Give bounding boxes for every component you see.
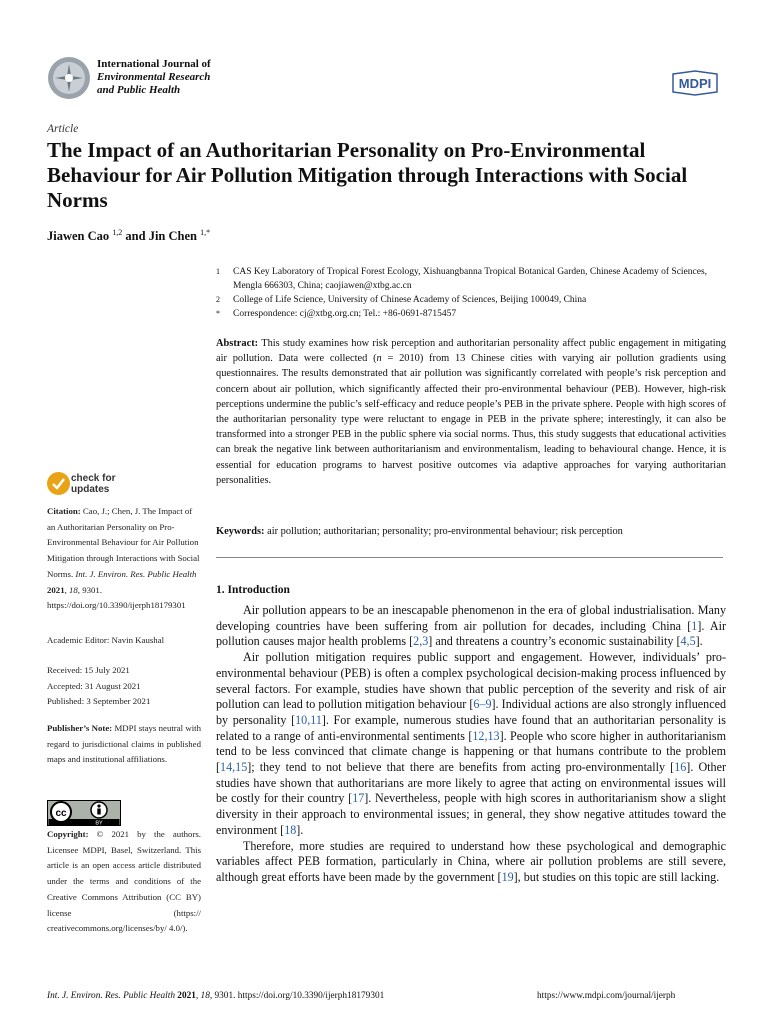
article-type-label: Article (47, 123, 79, 135)
citation-link[interactable]: 2,3 (413, 634, 429, 649)
author-list (47, 228, 210, 244)
affiliation-item (216, 265, 726, 293)
journal-name-line3: and Public Health (97, 84, 181, 96)
citation-link[interactable]: 14,15 (220, 760, 248, 775)
check-updates-label (71, 473, 115, 495)
footer-doi[interactable]: , 9301. https://doi.org/10.3390/ijerph18179301 (209, 991, 385, 1001)
footer-journal-url[interactable]: https://www.mdpi.com/journal/ijerph (537, 991, 676, 1001)
footer-volume: , 18 (195, 991, 210, 1001)
abstract-label: Abstract: (216, 338, 259, 349)
journal-name-line2: Environmental Research (97, 71, 211, 83)
affiliation-mark: 1 (216, 267, 220, 276)
received-date: Received: 15 July 2021 (47, 665, 130, 675)
citation-volume: , 18 (64, 584, 78, 595)
citation-journal: Int. J. Environ. Res. Public Health (75, 568, 197, 579)
copyright-block (47, 827, 201, 937)
keywords-label: Keywords: (216, 526, 265, 537)
correspondence-text[interactable]: Correspondence: cj@xtbg.org.cn; Tel.: +86-0691-8715457 (233, 309, 457, 319)
author-2-name[interactable]: Jin Chen (148, 229, 197, 244)
citation-link[interactable]: 17 (352, 791, 365, 806)
copyright-label: Copyright: (47, 829, 89, 839)
check-updates-line2: updates (71, 484, 110, 495)
svg-text:cc: cc (55, 808, 67, 819)
keywords (216, 524, 726, 539)
affiliation-text: College of Life Science, University of Chinese Academy of Sciences, Beijing 100049, China (233, 295, 587, 305)
affiliation-item (216, 293, 726, 307)
affiliation-mark: * (216, 309, 220, 318)
citation-link[interactable]: 18 (284, 822, 297, 837)
publishers-note (47, 721, 201, 768)
footer-citation (47, 991, 384, 1001)
abstract-text-2: = 2010) from 13 Chinese cities with varying air pollution gradients using questionnaires. The results demonstrated that air pollution was significantly correlated with people’s risk perception and concern about air pollution, which significantly affected their pro-environmental behaviour (PEB). However, high-risk perceptions undermine the public’s self-efficacy and reduce people’s PEB in the private sphere. People with high scores of the authoritarian personality type were reluctant to engage in PEB in the private sphere; interestingly, it can also be transformed into a stronger PEB in the public sphere via social norms. Thus, this study suggests that educational activities can break the negative link between authoritarianism and environmentalism, leading to behavioural change. Hence, it is essential for education programs to harvest positive outcomes via adaptive approaches for varying authoritarian personalities. (216, 353, 726, 486)
publication-dates (47, 663, 201, 710)
citation-link[interactable]: 6–9 (473, 697, 492, 712)
footer-year: 2021 (174, 991, 196, 1001)
author-1-affiliation-marks: 1,2 (112, 228, 123, 237)
publishers-note-label: Publisher’s Note: (47, 723, 113, 733)
affiliations (216, 265, 726, 321)
check-updates-line1: check for (71, 473, 116, 484)
academic-editor: Academic Editor: Navin Kaushal (47, 635, 165, 645)
affiliation-mark: 2 (216, 295, 220, 304)
intro-paragraph-1: Air pollution appears to be an inescapable phenomenon in the era of global industrialisation. Many developing countries have been suffering from air pollution for decades, including China [1]. Air pollution causes major health problems [2,3] and threatens a country’s economic sustainability [4,5]. (216, 603, 726, 649)
citation-link[interactable]: 1 (691, 618, 698, 633)
intro-paragraph-2: Air pollution mitigation requires public support and engagement. However, individuals’ pro-environmental behaviour (PEB) is often a complex psychological decision-making process influenced by several factors. For example, studies have shown that public perception of the severity and risk of air pollution can lead to pollution mitigation behaviour [6–9]. Individual actions are also strongly influenced by personality [10,11]. For example, numerous studies have found that an authoritarian personality is related to a range of anti-environmental sentiments [12,13]. People who score higher in authoritarianism tend to be less convinced that climate change is happening or that humans contribute to the problem [14,15]; they tend to not believe that there are benefits from acting pro-environmentally [16]. Other studies have shown that authoritarians are more likely to agree that acting on environmental issues will be costly for their country [17]. Nevertheless, people with high scores in authoritarianism show a slight diversity in their approach to environmental issues; in general, they show negative attitudes toward the environment [18]. (216, 650, 727, 837)
footer-journal: Int. J. Environ. Res. Public Health (47, 991, 175, 1001)
cc-by-license-icon[interactable] (47, 800, 121, 826)
author-2-affiliation-marks: 1,* (200, 228, 211, 237)
citation-year: 2021 (47, 584, 65, 595)
journal-name (97, 58, 211, 97)
check-for-updates-button[interactable] (47, 472, 157, 500)
accepted-date: Accepted: 31 August 2021 (47, 680, 141, 691)
copyright-text: © 2021 by the authors. Licensee MDPI, Basel, Switzerland. This article is an open access article distributed under the terms and conditions of the Creative Commons Attribution (CC BY) license (https:// creativecommons.org/licenses/by/ 4.0/). (47, 829, 201, 934)
author-1-name[interactable]: Jiawen Cao (47, 229, 110, 244)
section-divider (216, 557, 723, 558)
mdpi-logo-text: MDPI (678, 76, 712, 91)
section-heading-introduction: 1. Introduction (216, 584, 290, 596)
keywords-text: air pollution; authoritarian; personality; pro-environmental behaviour; risk perception (264, 526, 623, 537)
citation-text: Cao, J.; Chen, J. The Impact of an Authoritarian Personality on Pro-Environmental Behaviour for Air Pollution Mitigation through Interactions with Social Norms. (47, 506, 200, 579)
affiliation-item (216, 307, 726, 321)
citation-block (47, 504, 201, 614)
cc-by-label: BY (95, 820, 103, 826)
publishers-note-text: MDPI stays neutral with regard to jurisdictional claims in published maps and institutional affiliations. (47, 723, 201, 765)
published-date: Published: 3 September 2021 (47, 696, 151, 707)
citation-doi[interactable]: , 9301. https://doi.org/10.3390/ijerph18179301 (47, 584, 186, 611)
citation-link[interactable]: 10,11 (295, 712, 322, 727)
intro-paragraph-3: Therefore, more studies are required to understand how these psychological and demographic variables affect PEB formation, particularly in China, where air pollution problems are still severe, although great efforts have been made by the government [19], but studies on this topic are still lacking. (216, 838, 726, 884)
affiliation-text: CAS Key Laboratory of Tropical Forest Ecology, Xishuangbanna Tropical Botanical Garden, Chinese Academy of Sciences, Mengla 666303, China; caojiawen@xtbg.ac.cn (233, 267, 708, 291)
abstract-n-symbol: n (376, 353, 382, 365)
citation-link[interactable]: 4,5 (680, 634, 696, 649)
citation-link[interactable]: 16 (674, 760, 687, 775)
article-title: The Impact of an Authoritarian Personality on Pro-Environmental Behaviour for Air Pollution Mitigation through Interactions with Social Norms (47, 138, 688, 212)
introduction-body (216, 603, 726, 886)
citation-label: Citation: (47, 506, 81, 516)
abstract (216, 336, 726, 488)
author-conjunction: and (122, 229, 149, 244)
check-updates-icon (47, 472, 70, 495)
journal-logo-icon (47, 56, 91, 100)
citation-link[interactable]: 12,13 (472, 728, 500, 743)
citation-link[interactable]: 19 (501, 869, 514, 884)
mdpi-logo (669, 70, 721, 96)
journal-name-line1: International Journal of (97, 58, 211, 70)
abstract-text-1: This study examines how risk perception and authoritarian personality affect public engagement in mitigating air pollution. Data were collected ( (216, 338, 726, 365)
